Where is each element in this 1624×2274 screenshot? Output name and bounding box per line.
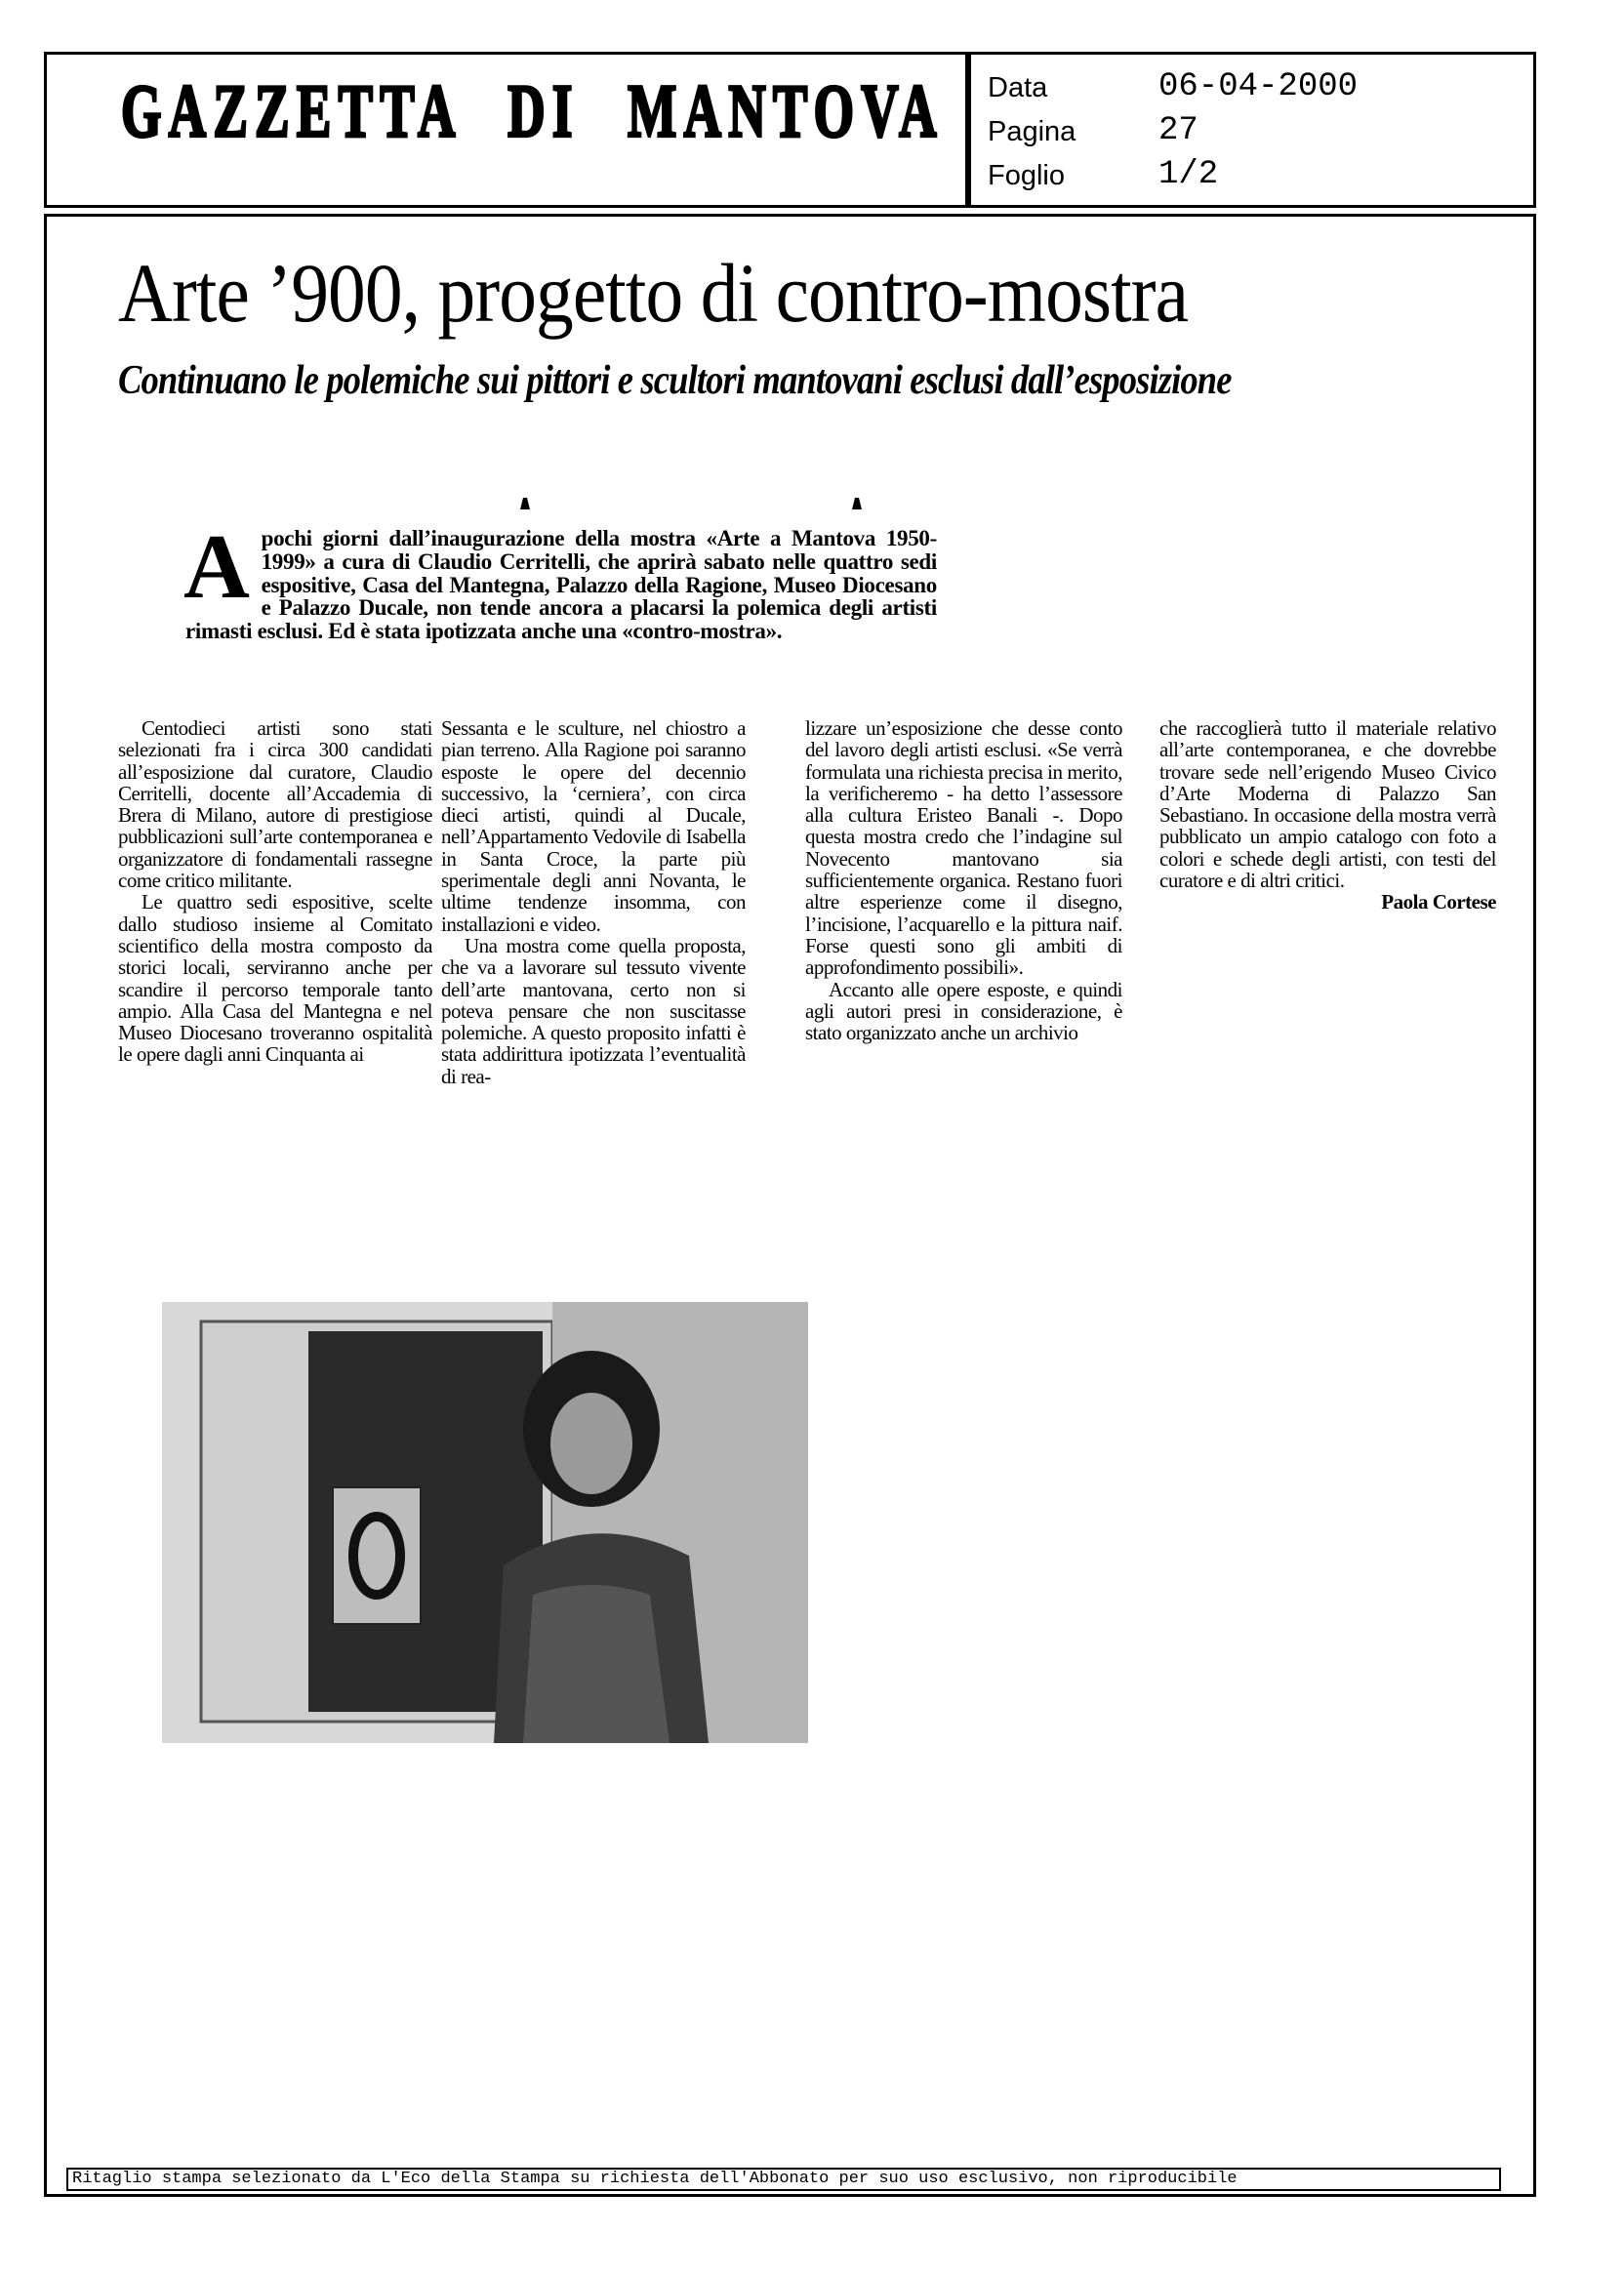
meta-sheet bbox=[988, 156, 1219, 193]
article-subtitle: Continuano le polemiche sui pittori e scultori mantovani esclusi dall’esposizione bbox=[118, 358, 1232, 403]
clipping-meta bbox=[965, 52, 1536, 208]
drop-cap: A bbox=[183, 516, 250, 618]
author-byline: Paola Cortese bbox=[1381, 890, 1496, 914]
meta-label: Pagina bbox=[988, 116, 1076, 147]
paragraph: lizzare un’esposizione che desse conto del lavoro degli artisti esclusi. «Se verrà formulata una richiesta precisa in merito, la verificheremo - ha detto l’assessore alla cultura Eristeo Banali -. Dopo questa mostra credo che l’indagine sul Novecento mantovano sia sufficientemente organica. Restano fuori altre esperienze come il disegno, l’incisione, l’acquarello e la pittura naif. Forse questi sono gli ambiti di approfondimento possibili». bbox=[805, 717, 1122, 980]
meta-value: 27 bbox=[1158, 112, 1198, 149]
paragraph: Una mostra come quella proposta, che va a lavorare sul tessuto vivente dell’arte mantovana, certo non si poteva pensare che non suscitasse polemiche. A questo proposito infatti è stata addirittura ipotizzata l’eventualità di rea- bbox=[441, 933, 746, 1088]
article-lead bbox=[183, 516, 937, 644]
article-column-1 bbox=[118, 717, 432, 1198]
article-title: Arte ’900, progetto di contro-mostra bbox=[118, 246, 1189, 340]
article-column-4 bbox=[1159, 717, 1496, 1198]
meta-date bbox=[988, 68, 1359, 105]
article-column-2 bbox=[441, 717, 746, 1198]
clipping-disclaimer: Ritaglio stampa selezionato da L'Eco della Stampa su richiesta dell'Abbonato per suo uso esclusivo, non riproducibile bbox=[66, 2168, 1501, 2191]
paragraph: Sessanta e le sculture, nel chiostro a pian terreno. Alla Ragione poi saranno esposte le opere del decennio successivo, la ‘cerniera’, con circa dieci artisti, quindi al Ducale, nell’Appartamento Vedovile di Isabella in Santa Croce, la parte più sperimentale degli anni Novanta, le ultime tendenze insomma, con installazioni e video. bbox=[441, 717, 746, 936]
article-column-3 bbox=[805, 717, 1122, 1198]
meta-value: 06-04-2000 bbox=[1158, 68, 1359, 105]
article-box bbox=[44, 214, 1536, 2197]
meta-label: Data bbox=[988, 72, 1048, 103]
lead-text: pochi giorni dall’inaugurazione della mostra «Arte a Mantova 1950-1999» a cura di Claudio Cerritelli, che aprirà sabato nelle quattro sedi espositive, Casa del Mantegna, Palazzo della Ragione, Museo Diocesano e Palazzo Ducale, non tende ancora a placarsi la polemica degli artisti rimasti esclusi. Ed è stata ipotizzata anche una «contro-mostra». bbox=[185, 526, 937, 644]
paragraph: Le quattro sedi espositive, scelte dallo studioso insieme al Comitato scientifico della mostra composto da storici locali, serviranno anche per scandire il percorso temporale tanto ampio. Alla Casa del Mantegna e nel Museo Diocesano troveranno ospitalità le opere dagli anni Cinquanta ai bbox=[118, 890, 432, 1067]
masthead-logo: GAZZETTA DI MANTOVA bbox=[121, 69, 944, 154]
paragraph: Accanto alle opere esposte, e quindi agli autori presi in considerazione, è stato organizzato anche un archivio bbox=[805, 977, 1122, 1045]
article-photo bbox=[162, 1302, 808, 1743]
photo-artist-with-painting bbox=[162, 1302, 808, 1743]
paragraph: che raccoglierà tutto il materiale relativo all’arte contemporanea, e che dovrebbe trovare sede nell’erigendo Museo Civico d’Arte Moderna di Palazzo San Sebastiano. In occasione della mostra verrà pubblicato un ampio catalogo con foto a colori e schede degli artisti, con testi del curatore e di altri critici. bbox=[1159, 717, 1496, 893]
meta-page bbox=[988, 112, 1198, 149]
meta-value: 1/2 bbox=[1158, 156, 1219, 193]
masthead-box bbox=[44, 52, 971, 208]
paragraph: Centodieci artisti sono stati selezionati fra i circa 300 candidati all’esposizione dal curatore, Claudio Cerritelli, docente all’Accademia di Brera di Milano, autore di prestigiose pubblicazioni sull’arte contemporanea e organizzatore di fondamentali rassegne come critico militante. bbox=[118, 717, 432, 893]
meta-label: Foglio bbox=[988, 160, 1065, 191]
